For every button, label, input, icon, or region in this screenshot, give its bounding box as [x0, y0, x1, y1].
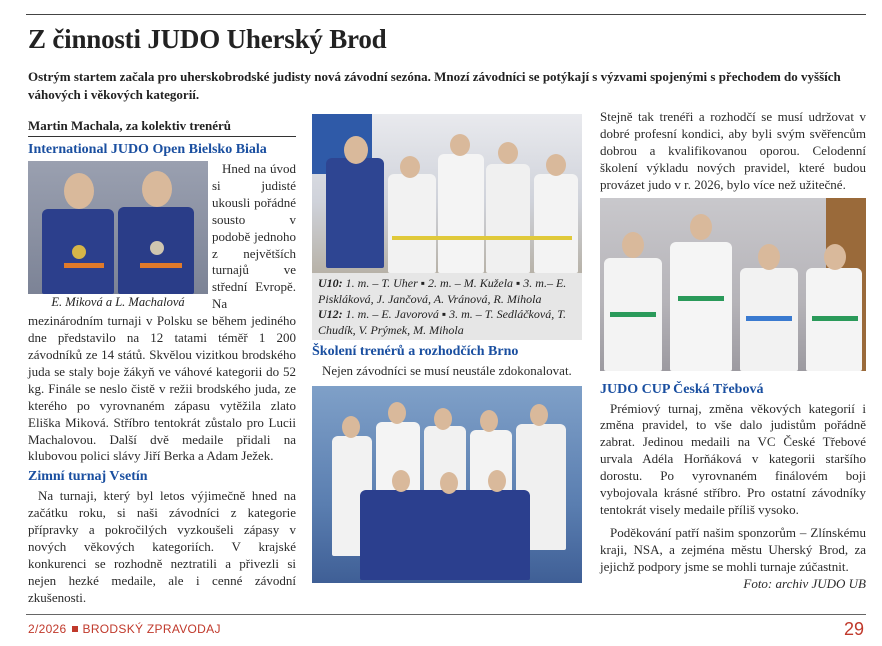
thanks-text: Poděkování patří našim sponzorům – Zlínskému kraji, NSA, a zejména městu Uherský Brod, za jejichž podpory jsme se mohli turnaje zúčastnit.: [600, 524, 866, 574]
figure-medalists: [28, 161, 208, 310]
caption-medalists: E. Miková a L. Machalová: [51, 295, 185, 309]
column-3: [600, 109, 866, 593]
results-u12: 1. m. – E. Javorová ▪ 3. m. – T. Sedláčková, T. Chudík, V. Prýmek, M. Mihola: [318, 307, 566, 337]
results-box: [312, 273, 582, 340]
photo-credit: Foto: archiv JUDO UB: [743, 575, 866, 591]
footer-square-icon: [72, 626, 78, 632]
text-vsetin: Na turnaji, který byl letos výjimečně hned na začátku roku, si naši závodníci z kategorie přípravky a pokročilých vyzkoušeli zápasy v nových věkových kategoriích. V krajské konkurenci se rozhodně neztratili a přivezli si nejen hezké medaile, ale i cenné závodní zkušenosti.: [28, 488, 296, 605]
text-skoleni-a: Nejen závodníci se musí neustále zdokonalovat.: [322, 363, 572, 378]
heading-skoleni: Školení trenérů a rozhodčích Brno: [312, 344, 519, 359]
text-ceska-trebova: Prémiový turnaj, změna věkových kategorií i změna pravidel, to vše dalo judistům pořádně zabrat. Jedinou medaili na VC České Třebové urvala Adéla Horňáková v kategorii staršího dorostu. Po vyrovnaném finálovém boji vybojovala krásné stříbro. Pro ostatní závodníky tentokrát visely medaile příliš vysoko.: [600, 400, 866, 517]
photo-ceska-trebova: [600, 198, 866, 371]
heading-ceska-trebova: JUDO CUP Česká Třebová: [600, 381, 764, 397]
author-rule: [28, 136, 296, 137]
footer-issue: 2/2026: [28, 622, 67, 636]
photo-vsetin-team: [312, 114, 582, 273]
footer-masthead: [28, 622, 221, 636]
text-bielsko: Hned na úvod si judisté ukousli pořádné sousto v podobě jednoho z největších turnajů ve střední Evropě. Na mezinárodním turnaji v Polsku se během jediného dne představilo na 12 tatami téměř 1 200 závodníků ze 14 států. Skvělou vizitkou brodského juda se staly boje žákyň ve váhové kategorii do 52 kg. Finále se neslo čistě v režii brodského juda, ze kterého po vyrovnaném zápasu vytěžila zlato Eliška Miková. Stříbro tentokrát zůstalo pro Lucii Machalovou. Další dvě medaile přidali na klubovou polici slávy Jiří Berka a Adam Ježek.: [28, 161, 296, 464]
photo-trainers: [312, 386, 582, 583]
results-u12-label: U12:: [318, 307, 343, 321]
page-number: 29: [843, 619, 864, 639]
heading-vsetin: Zimní turnaj Vsetín: [28, 469, 148, 485]
article-lead: Ostrým startem začala pro uherskobrodské judisty nová závodní sezóna. Mnozí závodníci se potýkají s výzvami spojenými s přechodem do vyšších váhových i věkových kategorií.: [28, 69, 841, 102]
text-thanks: [600, 524, 866, 591]
footer-rule: [26, 614, 866, 615]
article-title: Z činnosti JUDO Uherský Brod: [28, 24, 387, 54]
column-1: [28, 118, 296, 607]
photo-medalists: [28, 161, 208, 294]
author-line: Martin Machala, za kolektiv trenérů: [28, 118, 232, 133]
heading-bielsko: International JUDO Open Bielsko Biala: [28, 142, 267, 157]
column-2: [312, 114, 582, 583]
results-u10: 1. m. – T. Uher ▪ 2. m. – M. Kužela ▪ 3. m.– E. Piskláková, J. Jančová, A. Vránová, R. Mihola: [318, 276, 567, 306]
footer-magazine: BRODSKÝ ZPRAVODAJ: [82, 622, 221, 636]
top-rule: [26, 14, 866, 15]
results-u10-label: U10:: [318, 276, 343, 290]
text-skoleni-b: Stejně tak trenéři a rozhodčí se musí udržovat v dobré profesní kondici, aby byli svým svěřencům dobrou a kvalifikovanou oporou. Celodenní školení výkladu nových pravidel, které budou provázet judo v r. 2026, bylo více než užitečné.: [600, 109, 866, 192]
